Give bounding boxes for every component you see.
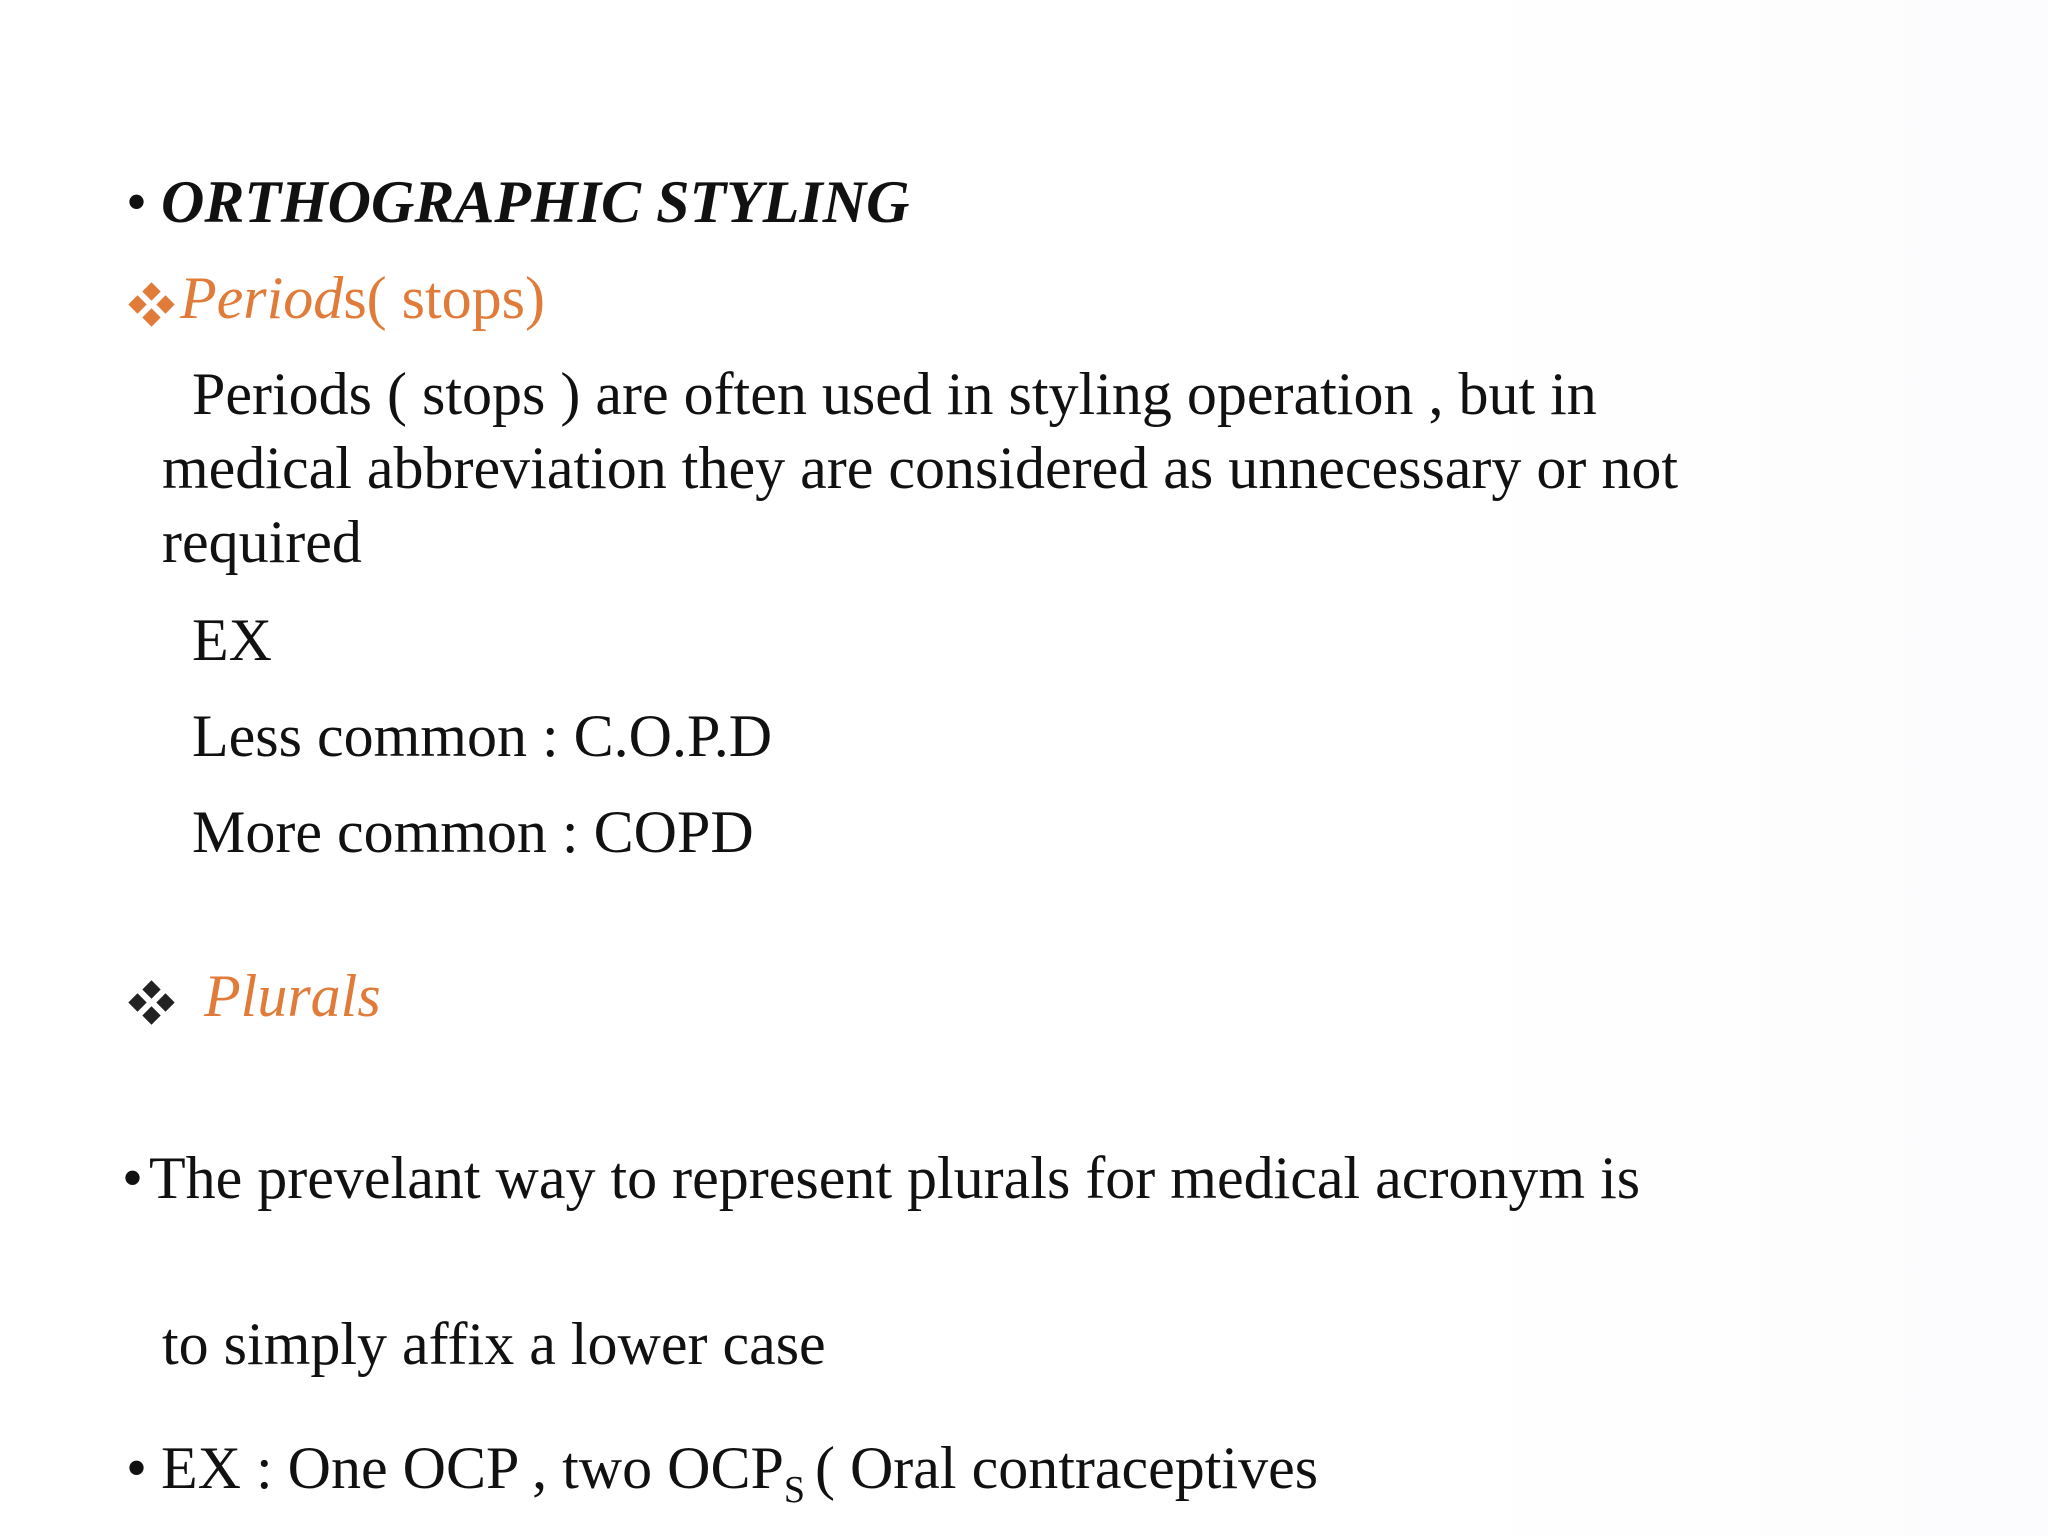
periods-title-rest: s( stops) bbox=[343, 265, 545, 331]
plurals-text-line1: The prevelant way to represent plurals for medical acronym is bbox=[149, 1145, 1641, 1211]
example-prefix: EX : One OCP , two OCP bbox=[161, 1435, 784, 1501]
diamond-bullet-icon bbox=[126, 282, 178, 326]
periods-heading bbox=[126, 265, 545, 331]
more-common-line: More common : COPD bbox=[192, 799, 754, 865]
periods-body-line2: medical abbreviation they are considered as unnecessary or not bbox=[162, 435, 1679, 501]
plurals-title: Plurals bbox=[204, 963, 381, 1029]
example-suffix: ( Oral contraceptives bbox=[814, 1435, 1319, 1501]
heading-line bbox=[126, 169, 910, 235]
plurals-example-line bbox=[126, 1435, 1319, 1511]
example-subscript: S bbox=[783, 1469, 805, 1511]
example-bullet: • bbox=[126, 1435, 148, 1501]
periods-title-italic: Period bbox=[180, 265, 344, 331]
plurals-heading bbox=[126, 963, 381, 1029]
heading-bullet: • bbox=[126, 169, 148, 235]
periods-body-line1: Periods ( stops ) are often used in styling operation , but in bbox=[192, 361, 1597, 427]
ex-label: EX bbox=[192, 607, 272, 673]
diamond-bullet-icon bbox=[126, 980, 182, 1024]
plurals-line1 bbox=[122, 1145, 1641, 1211]
heading-title: ORTHOGRAPHIC STYLING bbox=[161, 169, 910, 235]
less-common-line: Less common : C.O.P.D bbox=[192, 703, 773, 769]
periods-body-line3: required bbox=[162, 509, 362, 575]
plurals-line2: to simply affix a lower case bbox=[162, 1311, 826, 1377]
plurals-bullet: • bbox=[122, 1145, 144, 1211]
